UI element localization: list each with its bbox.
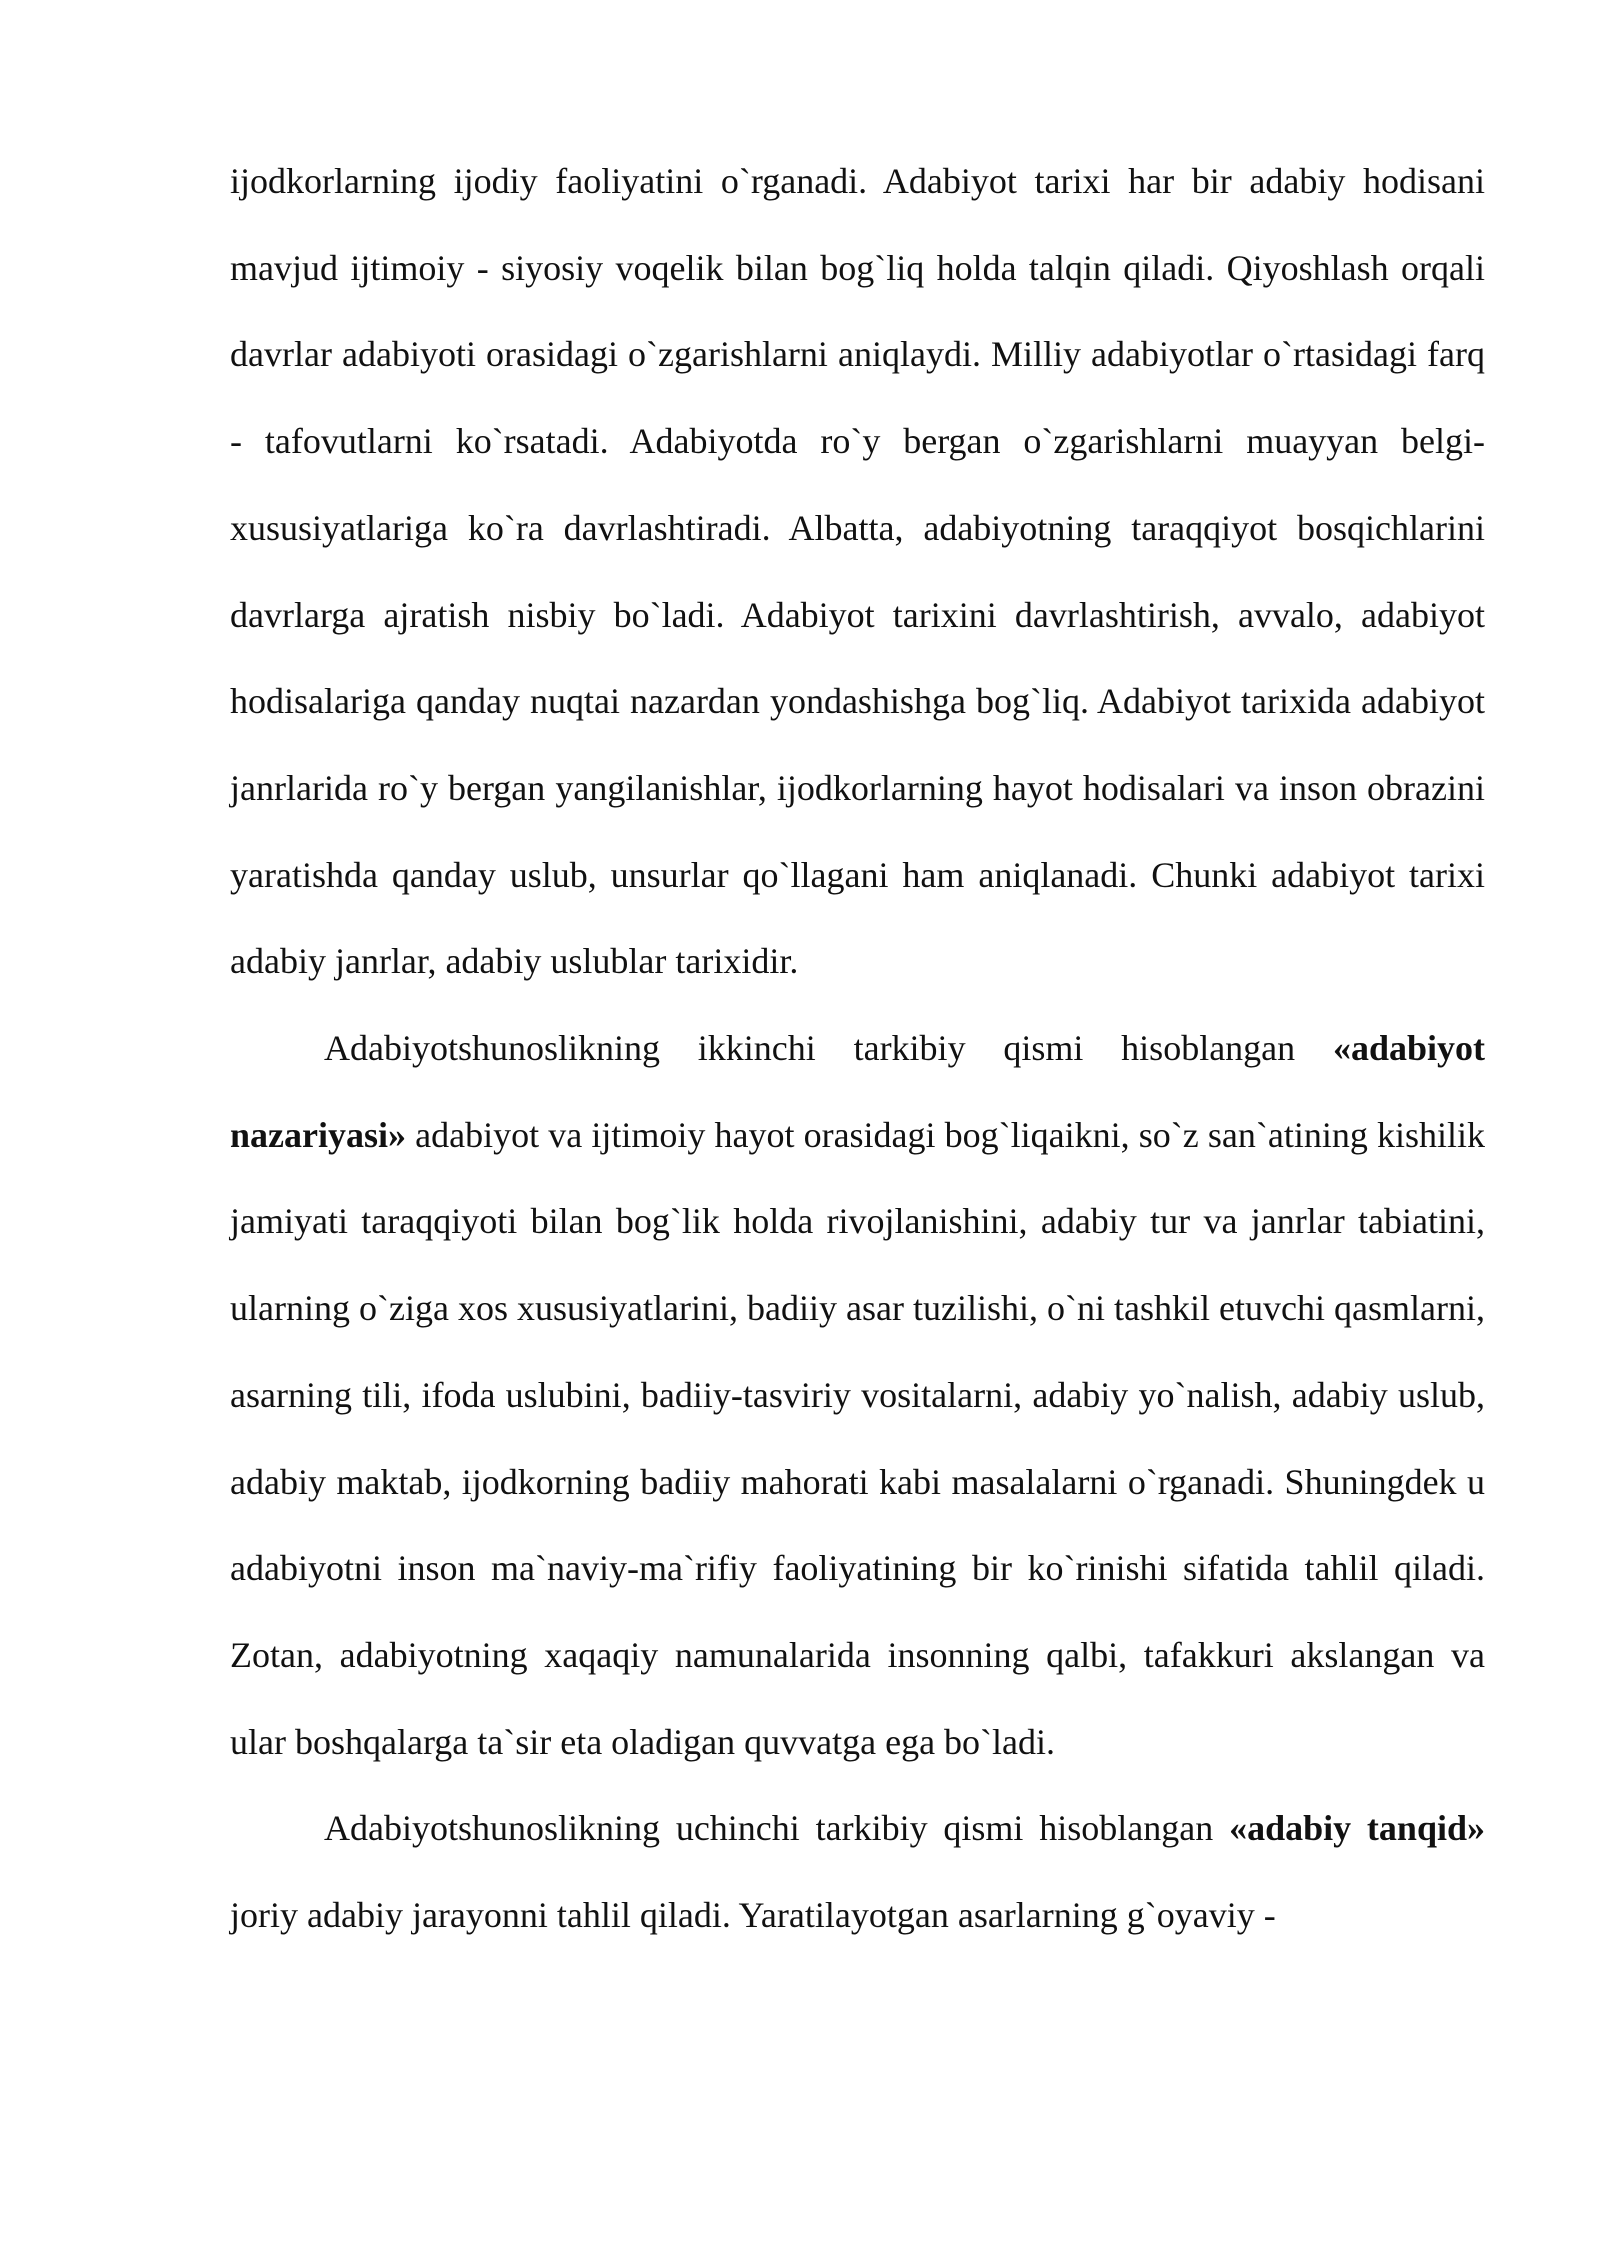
- paragraph-literary-theory: [230, 1005, 1485, 1785]
- paragraph-literary-history: ijodkorlarning ijodiy faoliyatini o`rganadi. Adabiyot tarixi har bir adabiy hodisani mavjud ijtimoiy - siyosiy voqelik bilan bog`liq holda talqin qiladi. Qiyoshlash orqali davrlar adabiyoti orasidagi o`zgarishlarni aniqlaydi. Milliy adabiyotlar o`rtasidagi farq - tafovutlarni ko`rsatadi. Adabiyotda ro`y bergan o`zgarishlarni muayyan belgi-xususiyatlariga ko`ra davrlashtiradi. Albatta, adabiyotning taraqqiyot bosqichlarini davrlarga ajratish nisbiy bo`ladi. Adabiyot tarixini davrlashtirish, avvalo, adabiyot hodisalariga qanday nuqtai nazardan yondashishga bog`liq. Adabiyot tarixida adabiyot janrlarida ro`y bergan yangilanishlar, ijodkorlarning hayot hodisalari va inson obrazini yaratishda qanday uslub, unsurlar qo`llagani ham aniqlanadi. Chunki adabiyot tarixi adabiy janrlar, adabiy uslublar tarixidir.: [230, 161, 1485, 982]
- paragraph-literary-criticism: [230, 1785, 1485, 1958]
- term-literary-criticism: «adabiy tanqid»: [1229, 1808, 1485, 1849]
- document-page: [230, 138, 1485, 1959]
- paragraph-text-rest: adabiyot va ijtimoiy hayot orasidagi bog`liqaikni, so`z san`atining kishilik jamiyati taraqqiyoti bilan bog`lik holda rivojlanishini, adabiy tur va janrlar tabiatini, ularning o`ziga xos xususiyatlarini, badiiy asar tuzilishi, o`ni tashkil etuvchi qasmlarni, asarning tili, ifoda uslubini, badiiy-tasviriy vositalarni, adabiy yo`nalish, adabiy uslub, adabiy maktab, ijodkorning badiiy mahorati kabi masalalarni o`rganadi. Shuningdek u adabiyotni inson ma`naviy-ma`rifiy faoliyatining bir ko`rinishi sifatida tahlil qiladi. Zotan, adabiyotning xaqaqiy namunalarida insonning qalbi, tafakkuri akslangan va ular boshqalarga ta`sir eta oladigan quvvatga ega bo`ladi.: [230, 1114, 1485, 1762]
- paragraph-text-start: Adabiyotshunoslikning uchinchi tarkibiy qismi hisoblangan: [324, 1808, 1230, 1849]
- term-literary-theory: «adabiyot nazariyasi»: [230, 1028, 1485, 1155]
- paragraph-text-rest: joriy adabiy jarayonni tahlil qiladi. Yaratilayotgan asarlarning g`oyaviy -: [230, 1895, 1276, 1936]
- paragraph-text-start: Adabiyotshunoslikning ikkinchi tarkibiy qismi hisoblangan: [324, 1028, 1333, 1069]
